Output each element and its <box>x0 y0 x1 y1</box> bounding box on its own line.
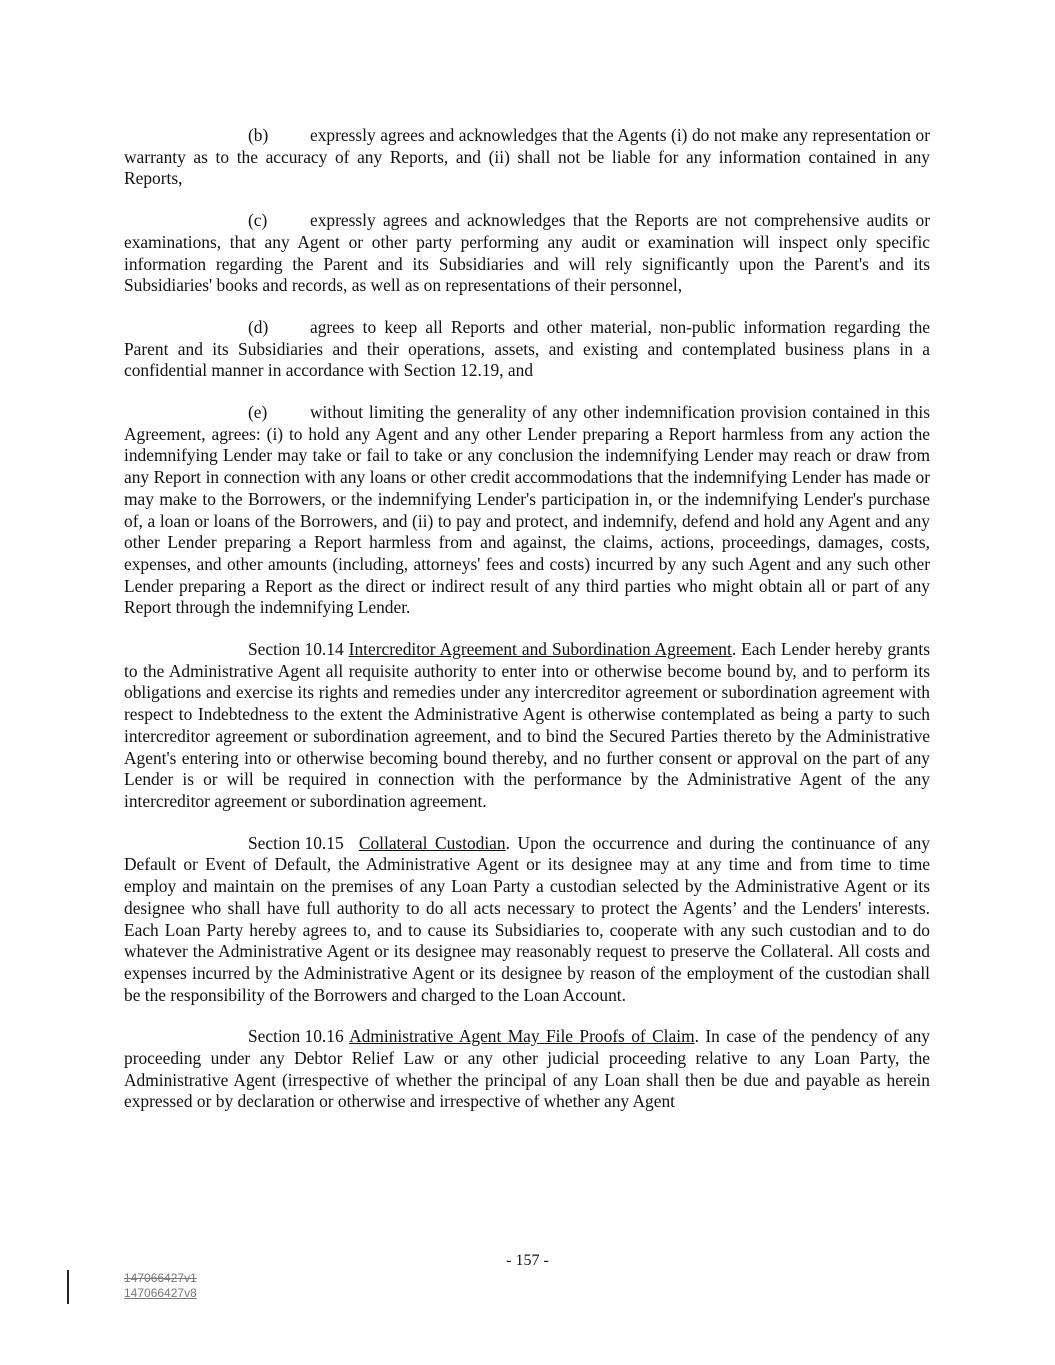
paragraph-marker: (e) <box>248 402 268 423</box>
paragraph-d <box>124 317 930 382</box>
section-heading: Collateral Custodian <box>358 832 506 853</box>
paragraph-marker: (b) <box>248 125 269 145</box>
paragraph-text: without limiting the generality of any other indemnification provision contained in this Agreement, agrees: (i) to hold any Agent and any other Lender preparing a Report harmless from any action the indemnifying Lender may take or fail to take or any conclusion the indemnifying Lender may reach or draw from any Report in connection with any loans or other credit accommodations that the indemnifying Lender has made or may make to the Borrowers, or the indemnifying Lender's participation in, or the indemnifying Lender's purchase of, a loan or loans of the Borrowers, and (ii) to pay and protect, and indemnify, defend and hold any Agent and any other Lender preparing a Report harmless from and against, the claims, actions, proceedings, damages, costs, expenses, and other amounts (including, attorneys' fees and costs) incurred by any such Agent and any such other Lender preparing a Report as the direct or indirect result of any third parties who might obtain all or part of any Report through the indemnifying Lender. <box>124 402 930 618</box>
page-number: - 157 - <box>506 1252 549 1269</box>
section-heading: Administrative Agent May File Proofs of Claim <box>349 1026 695 1047</box>
section-label: Section 10.15 <box>248 832 344 853</box>
section-text: . In case of the pendency of any proceeding under any Debtor Relief Law or any other judicial proceeding relative to any Loan Party, the Administrative Agent (irrespective of whether the principal of any Loan shall then be due and payable as herein expressed or by declaration or otherwise and irrespective of whether any Agent <box>124 1026 931 1112</box>
paragraph-b <box>124 125 930 190</box>
section-10-14 <box>124 639 930 813</box>
section-10-15 <box>124 833 930 1007</box>
section-text: . Each Lender hereby grants to the Administrative Agent all requisite authority to enter into or otherwise become bound by, and to perform its obligations and exercise its rights and remedies under any intercreditor agreement or subordination agreement with respect to Indebtedness to the extent the Administrative Agent is otherwise contemplated as being a party to such intercreditor agreement or subordination agreement, and to bind the Secured Parties thereto by the Administrative Agent's entering into or otherwise becoming bound thereby, and no further consent or approval on the part of any Lender is or will be required in connection with the performance by the Administrative Agent of the any intercreditor agreement or subordination agreement. <box>124 639 930 811</box>
section-text: . Upon the occurrence and during the continuance of any Default or Event of Default, the Administrative Agent or its designee may at any time and from time to time employ and maintain on the premises of any Loan Party a custodian selected by the Administrative Agent or its designee who shall have full authority to do all acts necessary to protect the Agents’ and the Lenders' interests. Each Loan Party hereby agrees to, and to cause its Subsidiaries to, cooperate with any such custodian and to do whatever the Administrative Agent or its designee may reasonably request to preserve the Collateral. All costs and expenses incurred by the Administrative Agent or its designee by reason of the employment of the custodian shall be the responsibility of the Borrowers and charged to the Loan Account. <box>124 832 930 1005</box>
section-label: Section 10.16 <box>248 1026 344 1047</box>
document-ids <box>124 1271 197 1301</box>
paragraph-marker: (d) <box>248 316 269 337</box>
paragraph-c <box>124 210 930 297</box>
section-10-16 <box>124 1026 930 1113</box>
paragraph-text: expressly agrees and acknowledges that the Agents (i) do not make any representation or warranty as to the accuracy of any Reports, and (ii) shall not be liable for any information contained in any Reports, <box>124 125 930 189</box>
paragraph-marker: (c) <box>248 210 268 231</box>
paragraph-text: agrees to keep all Reports and other material, non-public information regarding the Parent and its Subsidiaries and their operations, assets, and existing and contemplated business plans in a confidential manner in accordance with Section 12.19, and <box>124 316 930 381</box>
doc-id-new: 147066427v8 <box>124 1286 197 1300</box>
document-body <box>124 125 930 1133</box>
section-heading: Intercreditor Agreement and Subordination Agreement <box>348 639 732 660</box>
doc-id-old: 147066427v1 <box>124 1271 197 1285</box>
change-bar <box>67 1270 69 1304</box>
paragraph-e <box>124 402 930 619</box>
section-label: Section 10.14 <box>248 639 344 660</box>
paragraph-text: expressly agrees and acknowledges that the Reports are not comprehensive audits or examinations, that any Agent or other party performing any audit or examination will inspect only specific information regarding the Parent and its Subsidiaries and will rely significantly upon the Parent's and its Subsidiaries' books and records, as well as on representations of their personnel, <box>124 210 930 296</box>
